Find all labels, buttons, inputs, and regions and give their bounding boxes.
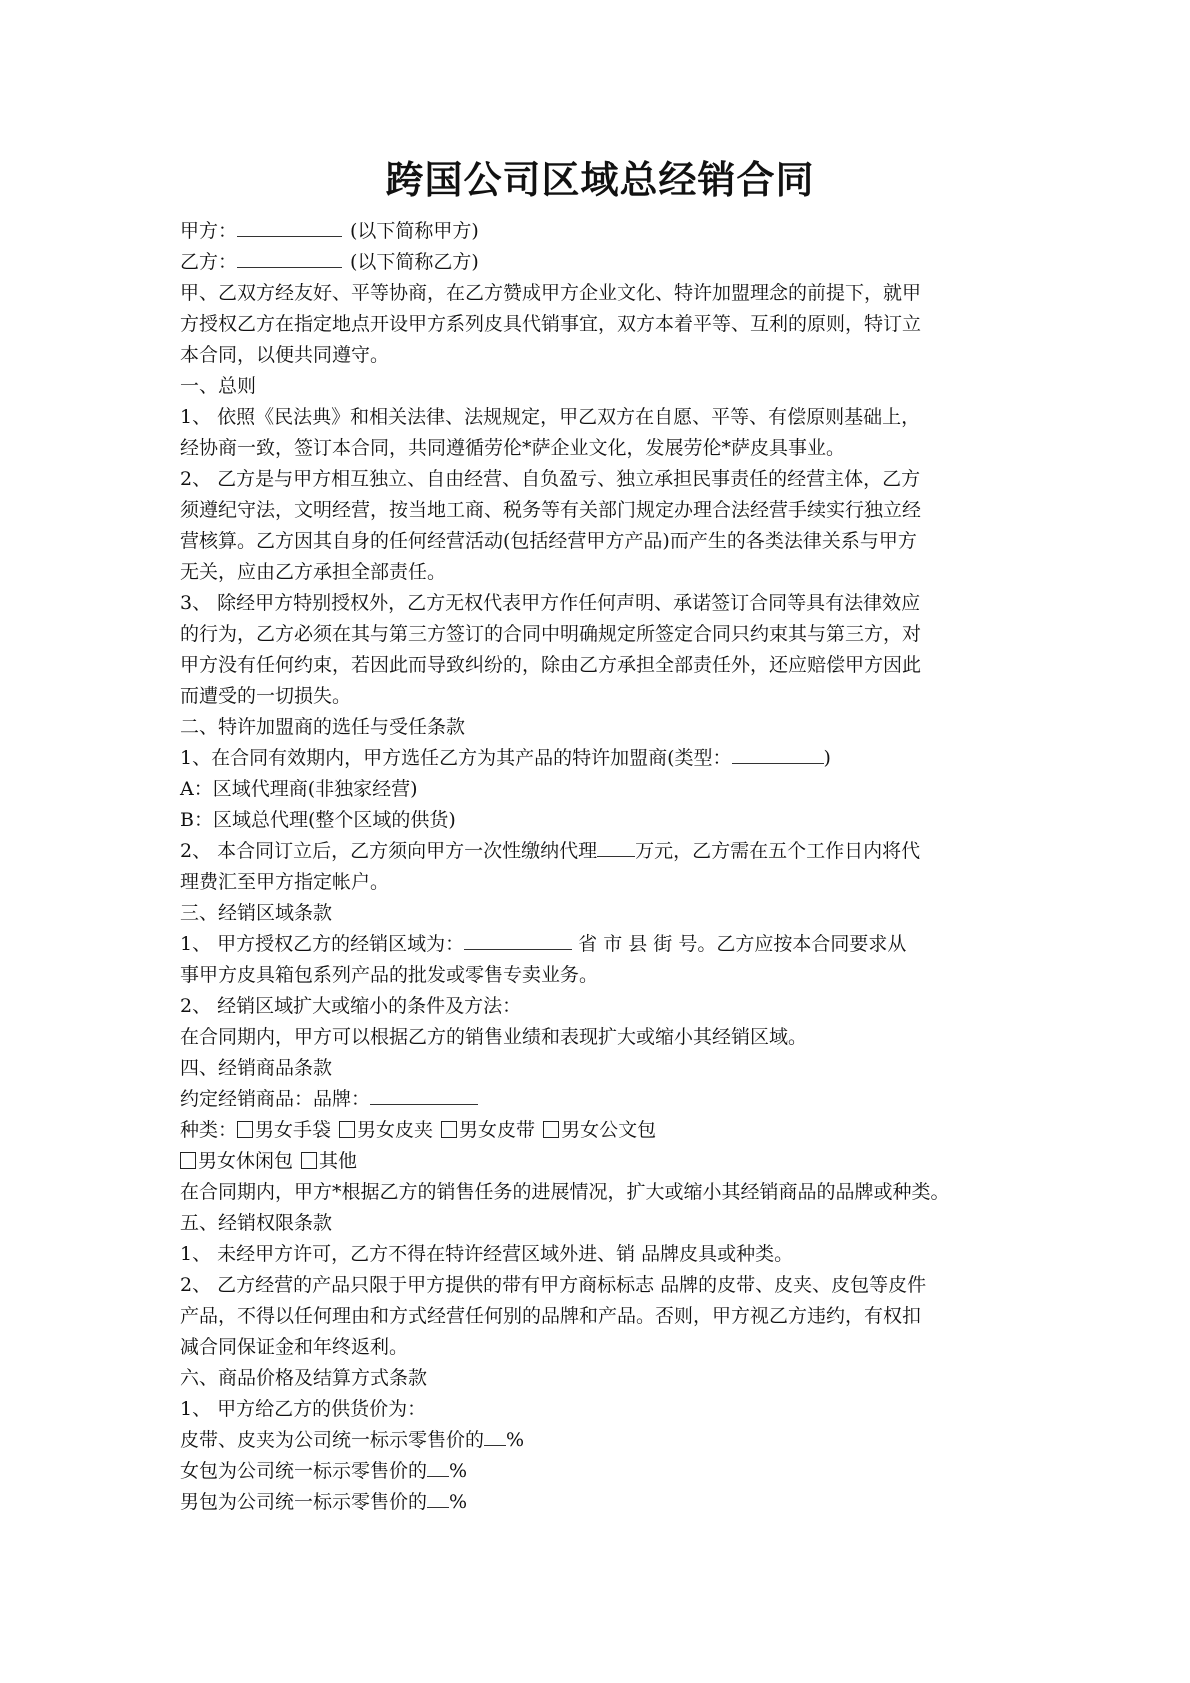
- clause-line: 产品，不得以任何理由和方式经营任何别的品牌和产品。否则，甲方视乙方违约，有权扣: [180, 1305, 922, 1327]
- checkbox[interactable]: [543, 1121, 559, 1138]
- checkbox[interactable]: [301, 1152, 317, 1169]
- fee-line: [180, 836, 1020, 867]
- percent-sign: %: [506, 1429, 525, 1451]
- fee-suffix: 万元，乙方需在五个工作日内将代: [635, 840, 921, 862]
- price-line: [180, 1487, 1020, 1518]
- brand-blank: [370, 1084, 478, 1105]
- percent-sign: %: [449, 1460, 468, 1482]
- preamble-line: 甲、乙双方经友好、平等协商，在乙方赞成甲方企业文化、特许加盟理念的前提下，就甲: [180, 282, 922, 304]
- price-line: [180, 1456, 1020, 1487]
- clause-line: 1、 未经甲方许可，乙方不得在特许经营区域外进、销 品牌皮具或种类。: [180, 1243, 794, 1265]
- party-a-label: 甲方：: [180, 220, 238, 242]
- type-option: 男女公文包: [561, 1119, 657, 1141]
- party-b-label: 乙方：: [180, 251, 238, 273]
- clause-line: 在合同期内，甲方可以根据乙方的销售业绩和表现扩大或缩小其经销区域。: [180, 1026, 808, 1048]
- price-line: [180, 1425, 1020, 1456]
- type-option: 男女皮带: [459, 1119, 536, 1141]
- type-option: 男女休闲包: [198, 1150, 294, 1172]
- party-a-note: (以下简称甲方): [350, 220, 479, 242]
- checkbox[interactable]: [180, 1152, 196, 1169]
- price-blank: [427, 1487, 449, 1508]
- section-heading-franchise: 二、特许加盟商的选任与受任条款: [180, 716, 466, 738]
- franchise-type-blank: [732, 743, 824, 764]
- clause-line: 2、 经销区域扩大或缩小的条件及方法：: [180, 995, 522, 1017]
- clause-line: 甲方没有任何约束，若因此而导致纠纷的，除由乙方承担全部责任外，还应赔偿甲方因此: [180, 654, 922, 676]
- preamble-line: 方授权乙方在指定地点开设甲方系列皮具代销事宜，双方本着平等、互利的原则，特订立: [180, 313, 922, 335]
- territory-blank: [464, 929, 572, 950]
- party-a-line: [180, 216, 1020, 247]
- clause-line: 1、 依照《民法典》和相关法律、法规规定，甲乙双方在自愿、平等、有偿原则基础上，: [180, 406, 921, 428]
- price-blank: [427, 1456, 449, 1477]
- contract-page: [180, 150, 1020, 1518]
- price-blank: [484, 1425, 506, 1446]
- fee-label: 2、 本合同订立后，乙方须向甲方一次性缴纳代理: [180, 840, 598, 862]
- clause-line: 3、 除经甲方特别授权外，乙方无权代表甲方作任何声明、承诺签订合同等具有法律效应: [180, 592, 921, 614]
- checkbox[interactable]: [441, 1121, 457, 1138]
- price-label: 皮带、皮夹为公司统一标示零售价的: [180, 1429, 485, 1451]
- clause-line: 的行为，乙方必须在其与第三方签订的合同中明确规定所签定合同只约束其与第三方，对: [180, 623, 922, 645]
- section-heading-pricing: 六、商品价格及结算方式条款: [180, 1367, 428, 1389]
- percent-sign: %: [449, 1491, 468, 1513]
- clause-line: 无关，应由乙方承担全部责任。: [180, 561, 447, 583]
- types-line-2: [180, 1146, 1020, 1177]
- price-label: 男包为公司统一标示零售价的: [180, 1491, 428, 1513]
- clause-line: 而遭受的一切损失。: [180, 685, 352, 707]
- types-line-1: [180, 1115, 1020, 1146]
- territory-label: 1、 甲方授权乙方的经销区域为：: [180, 933, 465, 955]
- franchise-type-label: 1、在合同有效期内，甲方选任乙方为其产品的特许加盟商(类型：: [180, 747, 732, 769]
- option-a: A：区域代理商(非独家经营): [180, 778, 418, 800]
- fee-blank: [597, 836, 635, 857]
- clause-line: 2、 乙方经营的产品只限于甲方提供的带有甲方商标标志 品牌的皮带、皮夹、皮包等皮件: [180, 1274, 927, 1296]
- party-b-blank: [237, 247, 342, 268]
- clause-line: 减合同保证金和年终返利。: [180, 1336, 409, 1358]
- clause-line: 1、 甲方给乙方的供货价为：: [180, 1398, 427, 1420]
- clause-line: 事甲方皮具箱包系列产品的批发或零售专卖业务。: [180, 964, 599, 986]
- section-heading-products: 四、经销商品条款: [180, 1057, 333, 1079]
- clause-line: 经协商一致，签订本合同，共同遵循劳伦*萨企业文化，发展劳伦*萨皮具事业。: [180, 437, 846, 459]
- document-title: 跨国公司区域总经销合同: [385, 158, 815, 202]
- section-heading-territory: 三、经销区域条款: [180, 902, 333, 924]
- party-b-line: [180, 247, 1020, 278]
- section-heading-authority: 五、经销权限条款: [180, 1212, 333, 1234]
- checkbox[interactable]: [339, 1121, 355, 1138]
- territory-line: [180, 929, 1020, 960]
- type-option: 男女手袋: [255, 1119, 332, 1141]
- types-label: 种类：: [180, 1119, 238, 1141]
- clause-line: 在合同期内，甲方*根据乙方的销售任务的进展情况，扩大或缩小其经销商品的品牌或种类。: [180, 1181, 950, 1203]
- brand-label: 约定经销商品：品牌：: [180, 1088, 371, 1110]
- checkbox[interactable]: [237, 1121, 253, 1138]
- clause-line: 理费汇至甲方指定帐户。: [180, 871, 390, 893]
- clause-line: 2、 乙方是与甲方相互独立、自由经营、自负盈亏、独立承担民事责任的经营主体，乙方: [180, 468, 921, 490]
- clause-line: 须遵纪守法，文明经营，按当地工商、税务等有关部门规定办理合法经营手续实行独立经: [180, 499, 922, 521]
- franchise-type-close: ): [823, 747, 831, 769]
- party-a-blank: [237, 216, 342, 237]
- brand-line: [180, 1084, 1020, 1115]
- franchise-type-line: [180, 743, 1020, 774]
- party-b-note: (以下简称乙方): [350, 251, 479, 273]
- type-option: 男女皮夹: [357, 1119, 434, 1141]
- option-b: B：区域总代理(整个区域的供货): [180, 809, 456, 831]
- clause-line: 营核算。乙方因其自身的任何经营活动(包括经营甲方产品)而产生的各类法律关系与甲方: [180, 530, 917, 552]
- preamble-line: 本合同，以便共同遵守。: [180, 344, 390, 366]
- price-label: 女包为公司统一标示零售价的: [180, 1460, 428, 1482]
- section-heading-general: 一、总则: [180, 375, 257, 397]
- territory-suffix: 省 市 县 街 号。乙方应按本合同要求从: [572, 933, 907, 955]
- type-option: 其他: [319, 1150, 358, 1172]
